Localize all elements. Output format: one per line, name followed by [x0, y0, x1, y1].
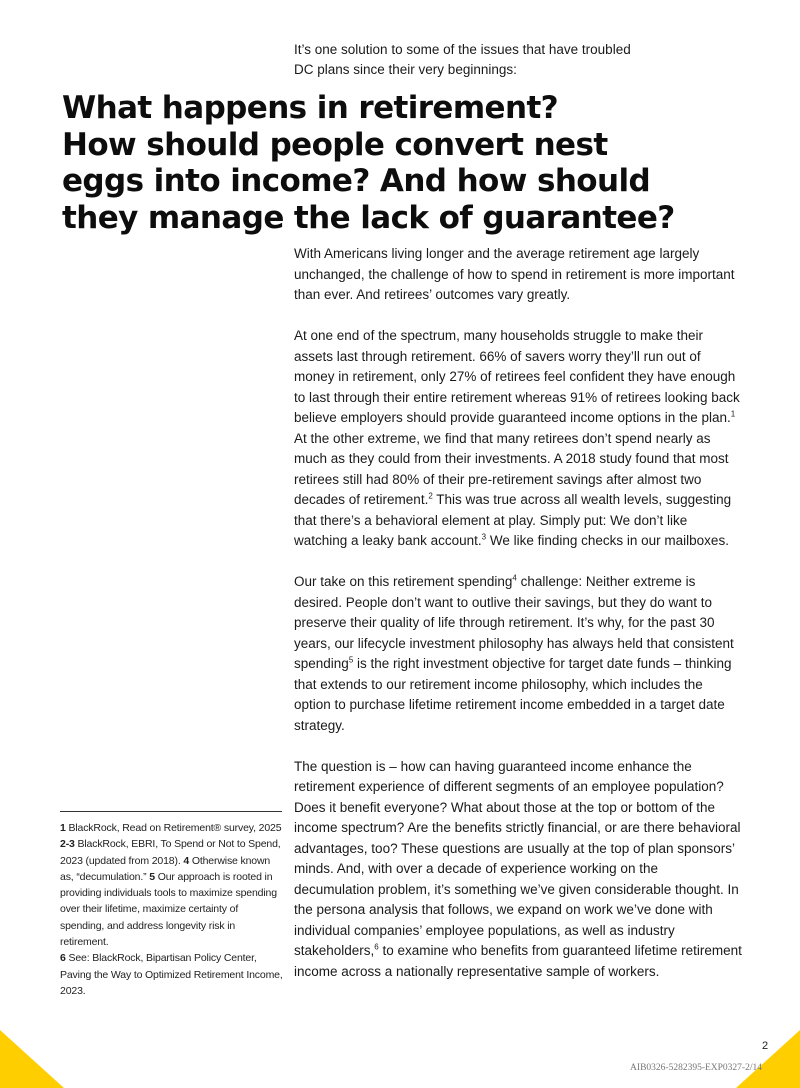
paragraph-4-part-a: The question is – how can having guaranteed income enhance the retirement experience of different segments of an employee population? Does it benefit everyone? What about those at the top or bottom of the income spectrum? Are the benefits strictly financial, or are there behavioral advantages, too? These questions are usually at the top of plan sponsors’ minds. And, with over a decade of experience working on the decumulation problem, it’s something we’ve given considerable thought. In the persona analysis that follows, we expand on work we’ve done with individual companies’ employee populations, as well as industry stakeholders, — [294, 758, 741, 958]
footnote-ref-6: 6 — [374, 942, 379, 952]
paragraph-2 — [294, 326, 742, 552]
paragraph-2-part-d: We like finding checks in our mailboxes. — [486, 533, 729, 548]
headline-line-4: they manage the lack of guarantee? — [62, 199, 675, 236]
paragraph-2-part-a: At one end of the spectrum, many households struggle to make their assets last through retirement. 66% of savers worry they’ll run out of money in retirement, only 27% of retirees feel confident they have enough to last through their entire retirement whereas 91% of retirees looking back believe employers should provide guaranteed income options in the plan. — [294, 328, 740, 425]
footnote-divider — [60, 811, 282, 812]
document-code: AIB0326-5282395-EXP0327-2/14 — [630, 1063, 762, 1073]
footnotes — [60, 820, 284, 999]
footnote-1-text: BlackRock, Read on Retirement® survey, 2025 — [65, 822, 282, 834]
footnote-ref-1: 1 — [730, 409, 736, 419]
paragraph-4-part-b: to examine who benefits from guaranteed lifetime retirement income across a nationally representative sample of workers. — [294, 943, 742, 979]
footnote-ref-5: 5 — [348, 655, 354, 665]
section-headline — [62, 90, 762, 236]
paragraph-3-part-b: challenge: Neither extreme is desired. People don’t want to outlive their savings, but they do want to preserve their quality of life through retirement. It’s why, for the past 30 years, our lifecycle investment philosophy has always held that consistent spending — [294, 574, 734, 671]
body-text — [294, 244, 742, 982]
footnote-1-number: 1 — [60, 822, 66, 834]
page-number: 2 — [762, 1040, 769, 1052]
intro-line-2: DC plans since their very beginnings: — [294, 62, 517, 77]
paragraph-3-part-c: is the right investment objective for target date funds – thinking that extends to our retirement income philosophy, which includes the option to purchase lifetime retirement income embedded in a target date strategy. — [294, 656, 732, 733]
intro-line-1: It’s one solution to some of the issues that have troubled — [294, 42, 631, 57]
paragraph-1: With Americans living longer and the average retirement age largely unchanged, the challenge of how to spend in retirement is more important than ever. And retirees’ outcomes vary greatly. — [294, 246, 735, 302]
footnote-2-3-text: BlackRock, EBRI, To Spend or Not to Spend, 2023 (updated from 2018). — [60, 838, 281, 867]
footnote-ref-3: 3 — [481, 532, 487, 542]
footnote-ref-4: 4 — [512, 573, 517, 583]
headline-line-3: eggs into income? And how should — [62, 163, 651, 199]
footnote-1 — [60, 820, 284, 836]
corner-accent-left — [0, 1030, 64, 1088]
footnote-ref-2: 2 — [428, 491, 433, 501]
paragraph-2-part-b: At the other extreme, we find that many retirees don’t spend nearly as much as they could from their investments. A 2018 study found that most retirees still had 80% of their pre-retirement savings after almost two decades of retirement. — [294, 430, 729, 507]
footnote-4-text: Otherwise known as, “decumulation.” — [60, 854, 271, 883]
footnote-5-number: 5 — [149, 870, 155, 883]
headline-line-2: How should people convert nest — [62, 126, 608, 163]
corner-accent-right — [736, 1030, 800, 1088]
footnote-5-text: Our approach is rooted in providing individuals tools to maximize spending over their lifetime, maximize certainty of spending, and address longevity risk in retirement. — [60, 870, 277, 949]
paragraph-3-part-a: Our take on this retirement spending — [294, 574, 513, 589]
paragraph-4 — [294, 757, 742, 983]
paragraph-2-part-c: This was true across all wealth levels, suggesting that there’s a behavioral element at play. Simply put: We don’t like watching a leaky bank account. — [294, 492, 732, 548]
paragraph-3 — [294, 572, 742, 736]
footnote-2-3-number: 2-3 — [60, 838, 75, 851]
intro-text — [294, 40, 734, 80]
footnote-6-text: See: BlackRock, Bipartisan Policy Center, Paving the Way to Optimized Retirement Income, 2023. — [60, 952, 283, 997]
footnote-6 — [60, 950, 284, 999]
headline-line-1: What happens in retirement? — [62, 90, 559, 126]
footnote-6-number: 6 — [60, 952, 66, 965]
footnote-4-number: 4 — [183, 854, 190, 867]
